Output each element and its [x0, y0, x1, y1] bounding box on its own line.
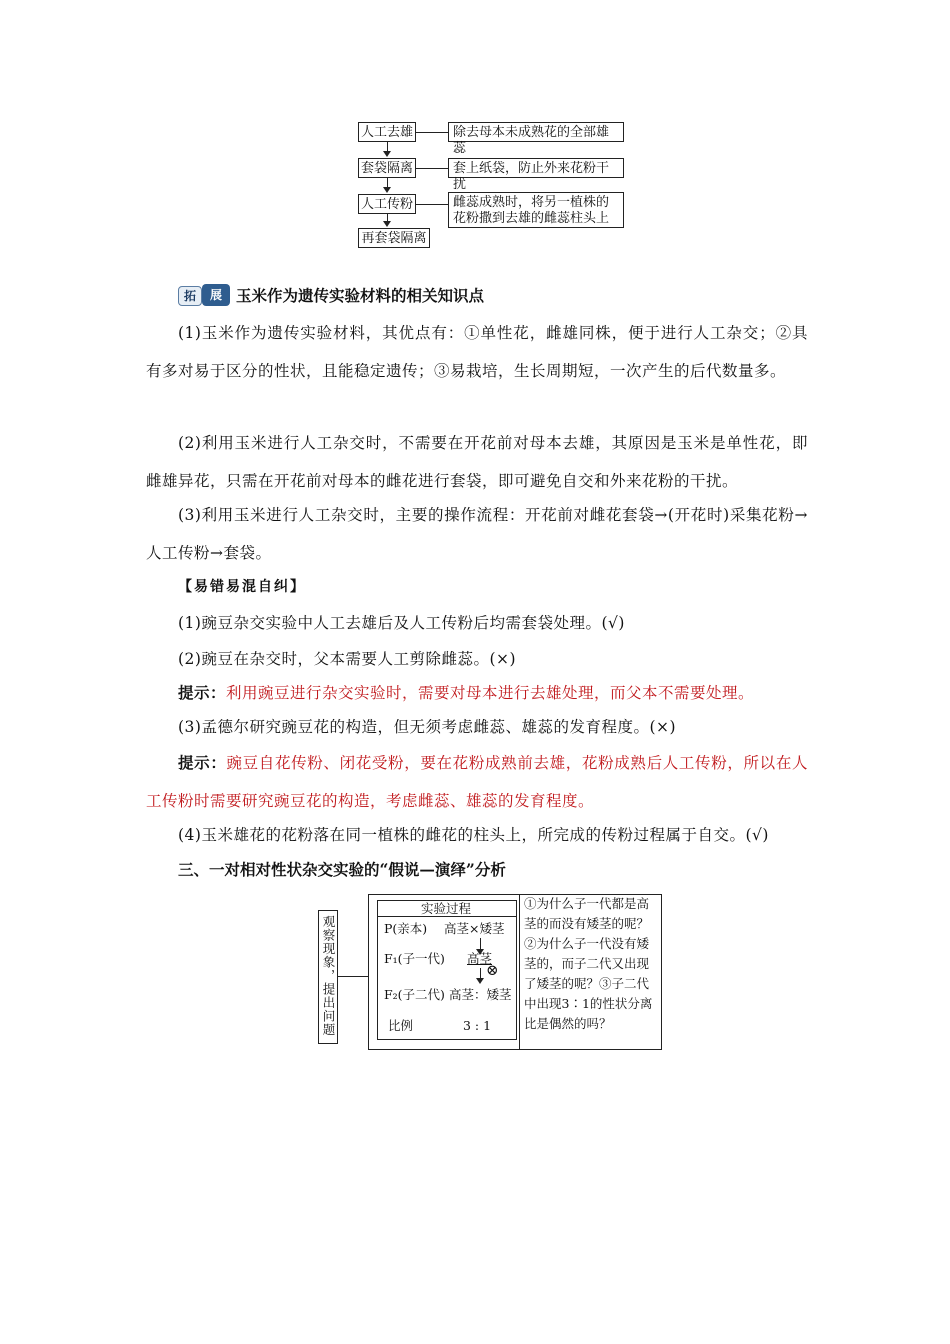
flow-step-rebagging: 再套袋隔离	[358, 228, 430, 248]
p-cross: 高茎×矮茎	[444, 921, 505, 936]
hint-label: 提示：	[178, 753, 227, 772]
error-item-4: (4)玉米雄花的花粉落在同一植株的雌花的柱头上，所完成的传粉过程属于自交。(√)	[178, 826, 769, 844]
error-item-2: (2)豌豆在杂交时，父本需要人工剪除雌蕊。(×)	[178, 650, 517, 668]
errors-heading: 【易错易混自纠】	[178, 579, 306, 595]
f1-value: 高茎	[467, 951, 493, 966]
corn-advantages-paragraph: (1)玉米作为遗传实验材料，其优点有：①单性花，雌雄同株，便于进行人工杂交；②具有多对易于区分的性状，且能稳定遗传；③易栽培，生长周期短，一次产生的后代数量多。	[146, 324, 808, 380]
flow-desc-emasculation: 除去母本未成熟花的全部雄蕊	[448, 122, 624, 142]
expand-badge-part1: 拓	[178, 286, 202, 306]
expand-badge-part2: 展	[202, 284, 230, 306]
questions-text: ①为什么子一代都是高茎的而没有矮茎的呢？②为什么子一代没有矮茎的，而子二代又出现了矮茎的呢？③子二代中出现3∶1的性状分离比是偶然的吗？	[524, 896, 653, 1031]
corn-crossing-paragraph: (2)利用玉米进行人工杂交时，不需要在开花前对母本去雄，其原因是玉米是单性花，即雌雄异花，只需在开花前对母本的雌花进行套袋，即可避免自交和外来花粉的干扰。	[146, 434, 808, 490]
hint-text: 利用豌豆进行杂交实验时，需要对母本进行去雄处理，而父本不需要处理。	[226, 684, 755, 702]
side-label-box	[318, 910, 338, 1044]
f2-label: F₂(子二代)	[384, 987, 445, 1002]
hint-2	[146, 744, 808, 820]
p-generation-label: P(亲本)	[384, 921, 428, 936]
side-label: 观察现象，提出问题	[321, 915, 336, 1037]
ratio-value: 3 : 1	[463, 1018, 492, 1033]
expand-title: 玉米作为遗传实验材料的相关知识点	[236, 286, 485, 305]
section-three-heading: 三、一对相对性状杂交实验的“假说—演绎”分析	[178, 860, 506, 879]
flow-desc-pollination: 雌蕊成熟时，将另一植株的花粉撒到去雄的雌蕊柱头上	[448, 192, 624, 228]
f2-value: 高茎：矮茎	[449, 987, 512, 1002]
flow-step-bagging: 套袋隔离	[358, 158, 416, 178]
flow-desc-bagging: 套上纸袋，防止外来花粉干扰	[448, 158, 624, 178]
error-item-1: (1)豌豆杂交实验中人工去雄后及人工传粉后均需套袋处理。(√)	[178, 614, 625, 632]
process-title: 实验过程	[421, 901, 472, 916]
selfing-symbol: ⊗	[486, 961, 499, 979]
error-item-3: (3)孟德尔研究豌豆花的构造，但无须考虑雌蕊、雄蕊的发育程度。(×)	[178, 718, 677, 736]
flow-step-emasculation: 人工去雄	[358, 122, 416, 142]
expand-badge	[178, 284, 232, 306]
hint-label: 提示：	[178, 683, 227, 702]
ratio-label: 比例	[388, 1018, 414, 1033]
corn-procedure-paragraph: (3)利用玉米进行人工杂交时，主要的操作流程：开花前对雌花套袋→(开花时)采集花粉→人工传粉→套袋。	[146, 506, 808, 562]
f1-label: F₁(子一代)	[384, 951, 445, 966]
flow-step-pollination: 人工传粉	[358, 194, 416, 214]
hint-1	[178, 674, 818, 712]
hint-text: 豌豆自花传粉、闭花受粉，要在花粉成熟前去雄，花粉成熟后人工传粉，所以在人工传粉时需要研究豌豆花的构造，考虑雌蕊、雄蕊的发育程度。	[146, 754, 808, 810]
